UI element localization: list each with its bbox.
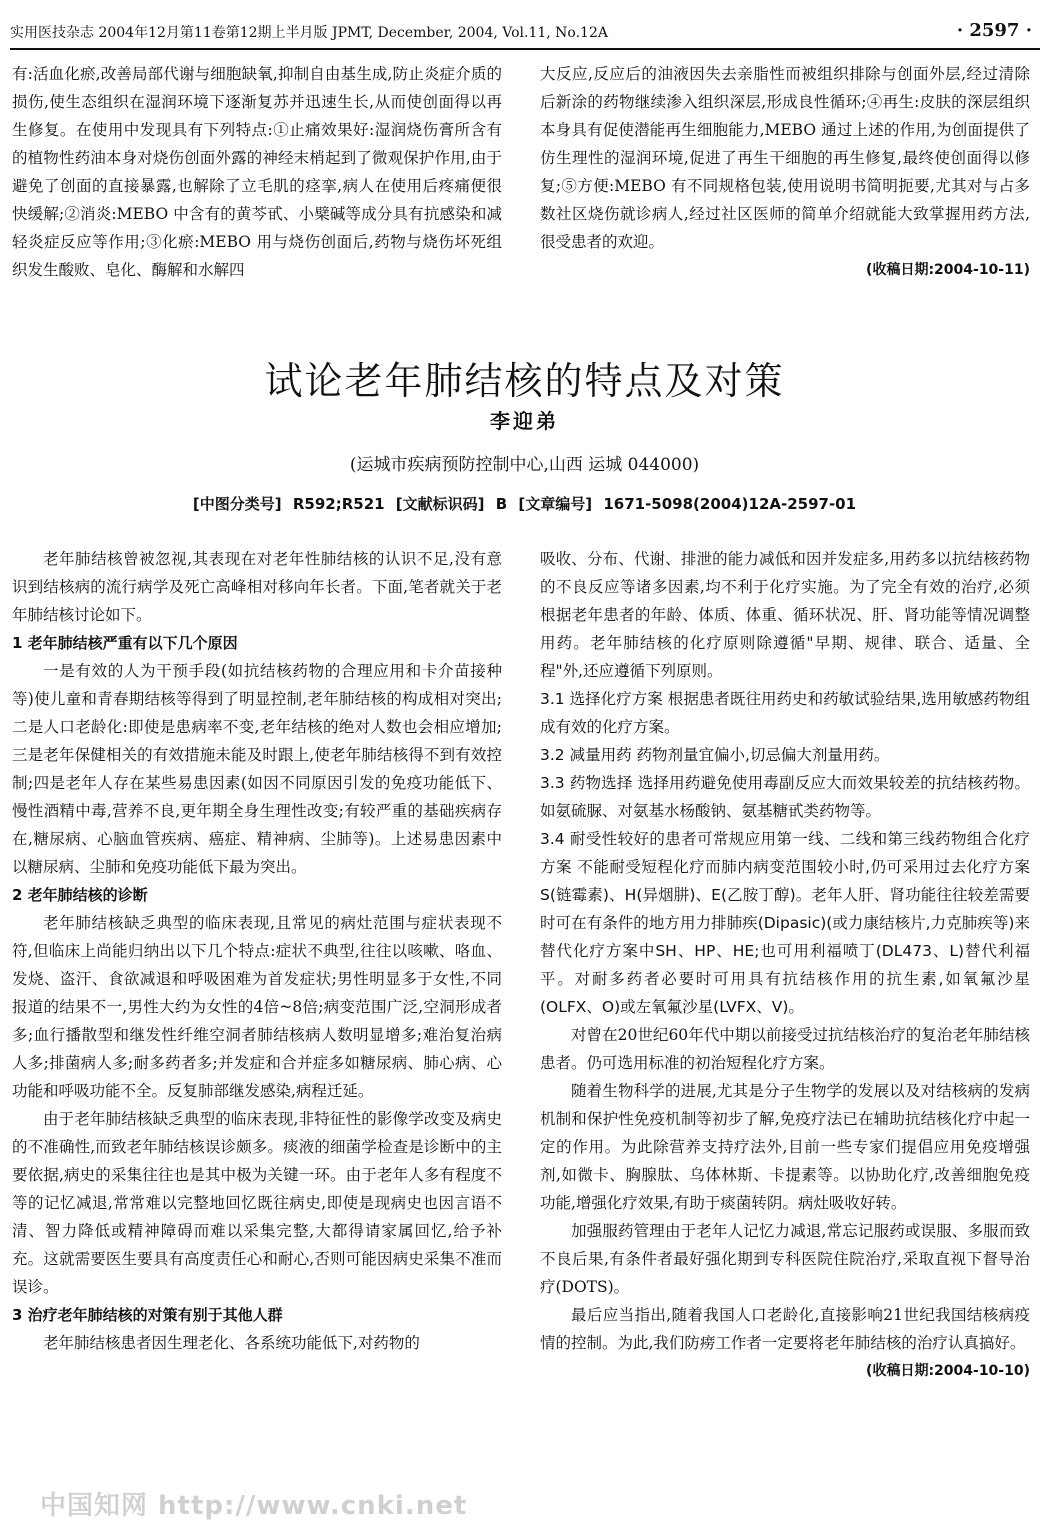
prev-received-date: (收稿日期:2004-10-11) [866,262,1030,278]
article-author: 李迎弟 [490,409,559,433]
right-paragraph-3: 随着生物科学的进展,尤其是分子生物学的发展以及对结核病的发病机制和保护性免疫机制等初步了解,免疫疗法已在辅助抗结核化疗中起一定的作用。为此除营养支持疗法外,目前一些专家们提倡应用免疫增强剂,如微卡、胸腺肽、乌体林斯、卡提素等。以协助化疗,改善细胞免疫功能,增强化疗效果,有助于痰菌转阴。病灶吸收好转。 [540,1082,1030,1212]
right-column [540,545,1030,1385]
subsection-3-1: 3.1 选择化疗方案 根据患者既往用药史和药敏试验结果,选用敏感药物组成有效的化疗方案。 [540,690,1030,736]
section-3-text: 老年肺结核患者因生理老化、各系统功能低下,对药物的 [43,1334,420,1352]
left-column [12,545,502,1357]
right-paragraph-4: 加强服药管理由于老年人记忆力减退,常忘记服药或误服、多服而致不良后果,有条件者最好强化期到专科医院住院治疗,采取直视下督导治疗(DOTS)。 [540,1222,1030,1296]
section-1-text: 一是有效的人为干预手段(如抗结核药物的合理应用和卡介苗接种等)使儿童和青春期结核等得到了明显控制,老年肺结核的构成相对突出;二是人口老龄化:即使是患病率不变,老年结核的绝对人数也会相应增加;三是老年保健相关的有效措施未能及时跟上,使老年肺结核得不到有效控制;四是老年人存在某些易患因素(如因不同原因引发的免疫功能低下、慢性酒精中毒,营养不良,更年期全身生理性改变;有较严重的基础疾病存在,糖尿病、心脑血管疾病、癌症、精神病、尘肺等)。上述易患因素中以糖尿病、尘肺和免疫功能低下最为突出。 [12,662,502,876]
intro-paragraph: 老年肺结核曾被忽视,其表现在对老年性肺结核的认识不足,没有意识到结核病的流行病学及死亡高峰相对移向年长者。下面,笔者就关于老年肺结核讨论如下。 [12,550,502,624]
section-2-text-1: 老年肺结核缺乏典型的临床表现,且常见的病灶范围与症状表现不符,但临床上尚能归纳出以下几个特点:症状不典型,往往以咳嗽、咯血、发烧、盗汗、食欲减退和呼吸困难为首发症状;男性明显多于女性,不同报道的结果不一,男性大约为女性的4倍~8倍;病变范围广泛,空洞形成者多;血行播散型和继发性纤维空洞者肺结核病人数明显增多;难治复治病人多;排菌病人多;耐多药者多;并发症和合并症多如糖尿病、肺心病、心功能和呼吸功能不全。反复肺部继发感染,病程迁延。 [12,914,502,1100]
prev-article-left-text: 有:活血化瘀,改善局部代谢与细胞缺氧,抑制自由基生成,防止炎症介质的损伤,使生态组织在湿润环境下逐渐复苏并迅速生长,从而使创面得以再生修复。在使用中发现具有下列特点:①止痛效果好:湿润烧伤膏所含有的植物性药油本身对烧伤创面外露的神经末梢起到了微观保护作用,由于避免了创面的直接暴露,也解除了立毛肌的痉挛,病人在使用后疼痛便很快缓解;②消炎:MEBO 中含有的黄芩甙、小檗碱等成分具有抗感染和减轻炎症反应等作用;③化瘀:MEBO 用与烧伤创面后,药物与烧伤坏死组织发生酸败、皂化、酶解和水解四 [12,65,502,279]
prev-article-left [12,60,502,284]
cnki-watermark: 中国知网 http://www.cnki.net [40,1491,468,1521]
right-paragraph-5: 最后应当指出,随着我国人口老龄化,直接影响21世纪我国结核病疫情的控制。为此,我们防痨工作者一定要将老年肺结核的治疗认真搞好。 [540,1306,1030,1352]
subsection-3-3: 3.3 药物选择 选择用药避免使用毒副反应大而效果较差的抗结核药物。如氨硫脲、对氨基水杨酸钠、氨基糖甙类药物等。 [540,774,1030,820]
page-header [10,18,1040,50]
section-3-heading: 3 治疗老年肺结核的对策有别于其他人群 [12,1306,283,1324]
subsection-3-4: 3.4 耐受性较好的患者可常规应用第一线、二线和第三线药物组合化疗方案 不能耐受短程化疗而肺内病变范围较小时,仍可采用过去化疗方案S(链霉素)、H(异烟肼)、E(乙胺丁醇)。老年人肝、肾功能往往较差需要时可在有条件的地方用力排肺疾(Dipasic)(或力康结核片,力克肺疾等)来替代化疗方案中SH、HP、HE;也可用利福喷丁(DL473、L)替代利福平。对耐多药者必要时可用具有抗结核作用的抗生素,如氧氟沙星(OLFX、O)或左氧氟沙星(LVFX、V)。 [540,830,1030,1016]
section-2-text-2: 由于老年肺结核缺乏典型的临床表现,非特征性的影像学改变及病史的不准确性,而致老年肺结核误诊颇多。痰液的细菌学检查是诊断中的主要依据,病史的采集往往也是其中极为关键一环。由于老年人多有程度不等的记忆减退,常常难以完整地回忆既往病史,即使是现病史也因言语不清、智力降低或精神障碍而难以采集完整,大都得请家属回忆,给予补充。这就需要医生要具有高度责任心和耐心,否则可能因病史采集不准而误诊。 [12,1110,502,1296]
article-affiliation: (运城市疾病预防控制中心,山西 运城 044000) [349,455,700,475]
received-date: (收稿日期:2004-10-10) [866,1363,1030,1379]
subsection-3-2: 3.2 减量用药 药物剂量宜偏小,切忌偏大剂量用药。 [540,746,890,764]
prev-article-right-text: 大反应,反应后的油液因失去亲脂性而被组织排除与创面外层,经过清除后新涂的药物继续渗入组织深层,形成良性循环;④再生:皮肤的深层组织本身具有促使潜能再生细胞能力,MEBO 通过上述的作用,为创面提供了仿生理性的湿润环境,促进了再生干细胞的再生修复,最终使创面得以修复;⑤方便:MEBO 有不同规格包装,使用说明书简明扼要,尤其对与占多数社区烧伤就诊病人,经过社区医师的简单介绍就能大致掌握用药方法,很受患者的欢迎。 [540,65,1030,251]
page-number: · 2597 · [956,20,1032,41]
right-paragraph-2: 对曾在20世纪60年代中期以前接受过抗结核治疗的复治老年肺结核患者。仍可选用标准的初治短程化疗方案。 [540,1026,1030,1072]
classification-line: [中图分类号] R592;R521 [文献标识码] B [文章编号] 1671-5098(2004)12A-2597-01 [192,495,857,513]
journal-info: 实用医技杂志 2004年12月第11卷第12期上半月版 JPMT, December, 2004, Vol.11, No.12A [10,25,608,41]
prev-article-right [540,60,1030,284]
section-2-heading: 2 老年肺结核的诊断 [12,886,148,904]
article-title: 试论老年肺结核的特点及对策 [264,359,785,403]
section-1-heading: 1 老年肺结核严重有以下几个原因 [12,634,238,652]
right-paragraph-1: 吸收、分布、代谢、排泄的能力减低和因并发症多,用药多以抗结核药物的不良反应等诸多因素,均不利于化疗实施。为了完全有效的治疗,必须根据老年患者的年龄、体质、体重、循环状况、肝、肾功能等情况调整用药。老年肺结核的化疗原则除遵循"早期、规律、联合、适量、全程"外,还应遵循下列原则。 [540,550,1030,680]
